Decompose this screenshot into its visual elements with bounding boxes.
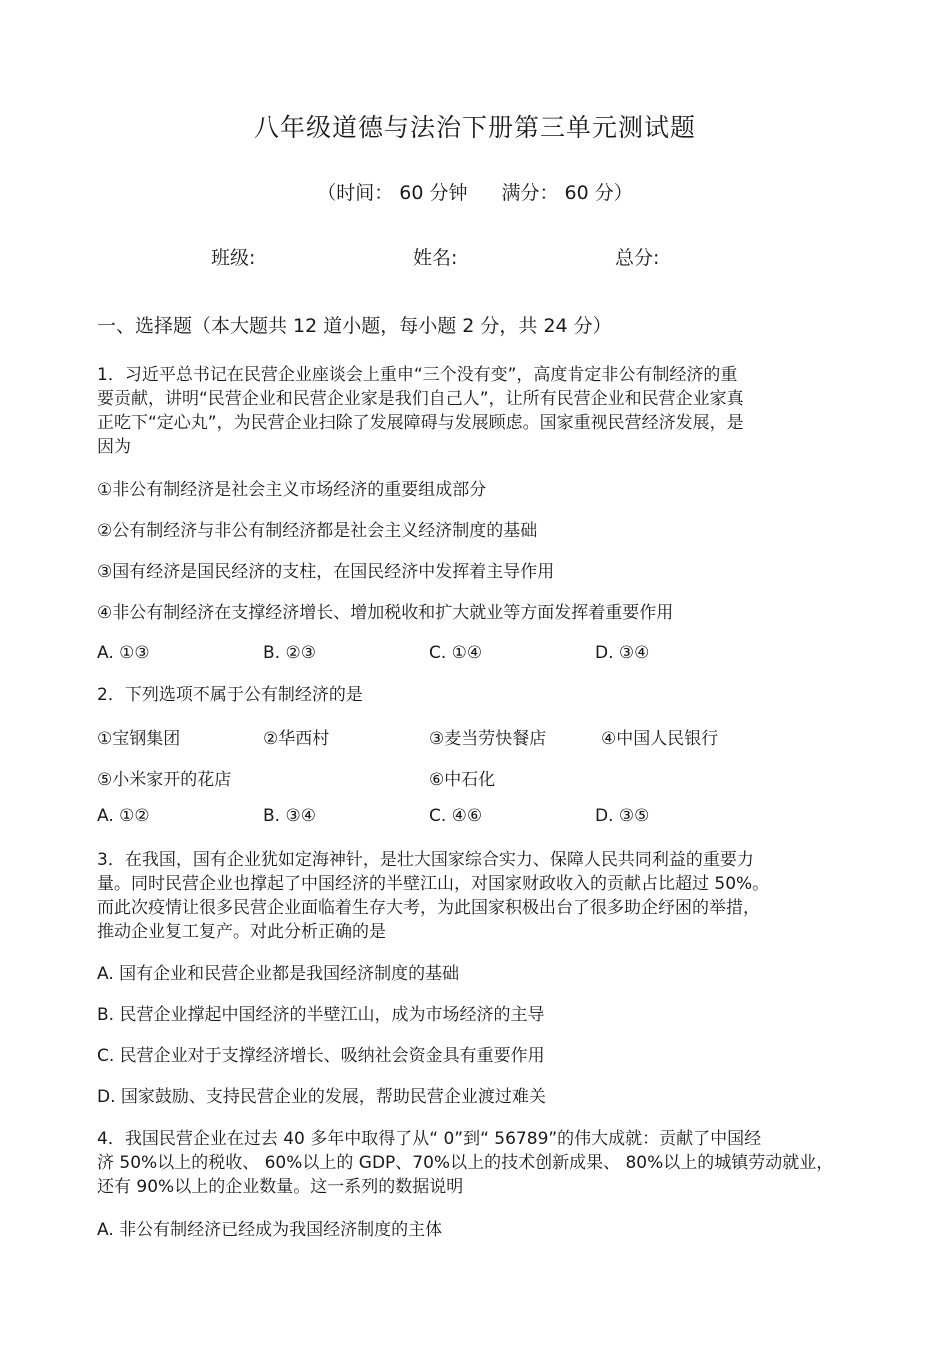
q1-item-1: ①非公有制经济是社会主义市场经济的重要组成部分 <box>97 480 487 500</box>
page-title: 八年级道德与法治下册第三单元测试题 <box>253 113 696 142</box>
q2-choice-b: B. ③④ <box>263 806 316 826</box>
stem-line: 量。同时民营企业也撑起了中国经济的半壁江山，对国家财政收入的贡献占比超过 50%。 <box>97 874 770 894</box>
section-heading: 一、选择题（本大题共 12 道小题，每小题 2 分，共 24 分） <box>97 315 612 337</box>
q1-choice-a: A. ①③ <box>97 643 150 663</box>
q1-item-3: ③国有经济是国民经济的支柱，在国民经济中发挥着主导作用 <box>97 562 555 582</box>
q2-item-4: ④中国人民银行 <box>601 729 719 749</box>
q1-item-2: ②公有制经济与非公有制经济都是社会主义经济制度的基础 <box>97 521 538 541</box>
question-2-stem: 2．下列选项不属于公有制经济的是 <box>97 685 363 705</box>
q3-option-b: B. 民营企业撑起中国经济的半壁江山，成为市场经济的主导 <box>97 1005 545 1025</box>
stem-line: 因为 <box>97 437 131 457</box>
stem-line: 正吃下“定心丸”，为民营企业扫除了发展障碍与发展顾虑。国家重视民营经济发展，是 <box>97 413 744 433</box>
q3-option-d: D. 国家鼓励、支持民营企业的发展，帮助民营企业渡过难关 <box>97 1087 546 1107</box>
stem-line: 1．习近平总书记在民营企业座谈会上重申“三个没有变”，高度肯定非公有制经济的重 <box>97 365 738 385</box>
stem-line: 而此次疫情让很多民营企业面临着生存大考，为此国家积极出台了很多助企纾困的举措， <box>97 898 760 918</box>
time-limit: （时间： 60 分钟 <box>317 182 468 204</box>
q1-choice-c: C. ①④ <box>429 643 483 663</box>
q2-choice-d: D. ③⑤ <box>595 806 650 826</box>
class-label: 班级: <box>211 247 256 269</box>
q1-choice-d: D. ③④ <box>595 643 650 663</box>
stem-line: 要贡献，讲明“民营企业和民营企业家是我们自己人”，让所有民营企业和民营企业家真 <box>97 389 744 409</box>
q1-choice-b: B. ②③ <box>263 643 316 663</box>
question-4-stem <box>97 1127 837 1199</box>
q1-item-4: ④非公有制经济在支撑经济增长、增加税收和扩大就业等方面发挥着重要作用 <box>97 603 674 623</box>
name-label: 姓名: <box>413 247 458 269</box>
q4-option-a: A. 非公有制经济已经成为我国经济制度的主体 <box>97 1220 443 1240</box>
q2-item-6: ⑥中石化 <box>429 770 496 790</box>
q3-option-a: A. 国有企业和民营企业都是我国经济制度的基础 <box>97 964 460 984</box>
q2-item-1: ①宝钢集团 <box>97 729 181 749</box>
q2-choice-a: A. ①② <box>97 806 150 826</box>
q2-item-5: ⑤小米家开的花店 <box>97 770 232 790</box>
question-3-stem <box>97 848 837 944</box>
q2-item-2: ②华西村 <box>263 729 330 749</box>
q2-item-3: ③麦当劳快餐店 <box>429 729 547 749</box>
full-score: 满分： 60 分） <box>501 182 633 204</box>
stem-line: 3．在我国，国有企业犹如定海神针，是壮大国家综合实力、保障人民共同利益的重要力 <box>97 850 754 870</box>
stem-line: 4．我国民营企业在过去 40 多年中取得了从“ 0”到“ 56789”的伟大成就：贡献了中国经 <box>97 1129 762 1149</box>
q2-choice-c: C. ④⑥ <box>429 806 483 826</box>
stem-line: 还有 90%以上的企业数量。这一系列的数据说明 <box>97 1177 464 1197</box>
q3-option-c: C. 民营企业对于支撑经济增长、吸纳社会资金具有重要作用 <box>97 1046 545 1066</box>
stem-line: 济 50%以上的税收、 60%以上的 GDP、70%以上的技术创新成果、 80%以上的城镇劳动就业， <box>97 1153 834 1173</box>
exam-meta <box>0 178 950 205</box>
question-1-stem <box>97 363 837 459</box>
total-score-label: 总分: <box>615 247 660 269</box>
stem-line: 推动企业复工复产。对此分析正确的是 <box>97 922 386 942</box>
